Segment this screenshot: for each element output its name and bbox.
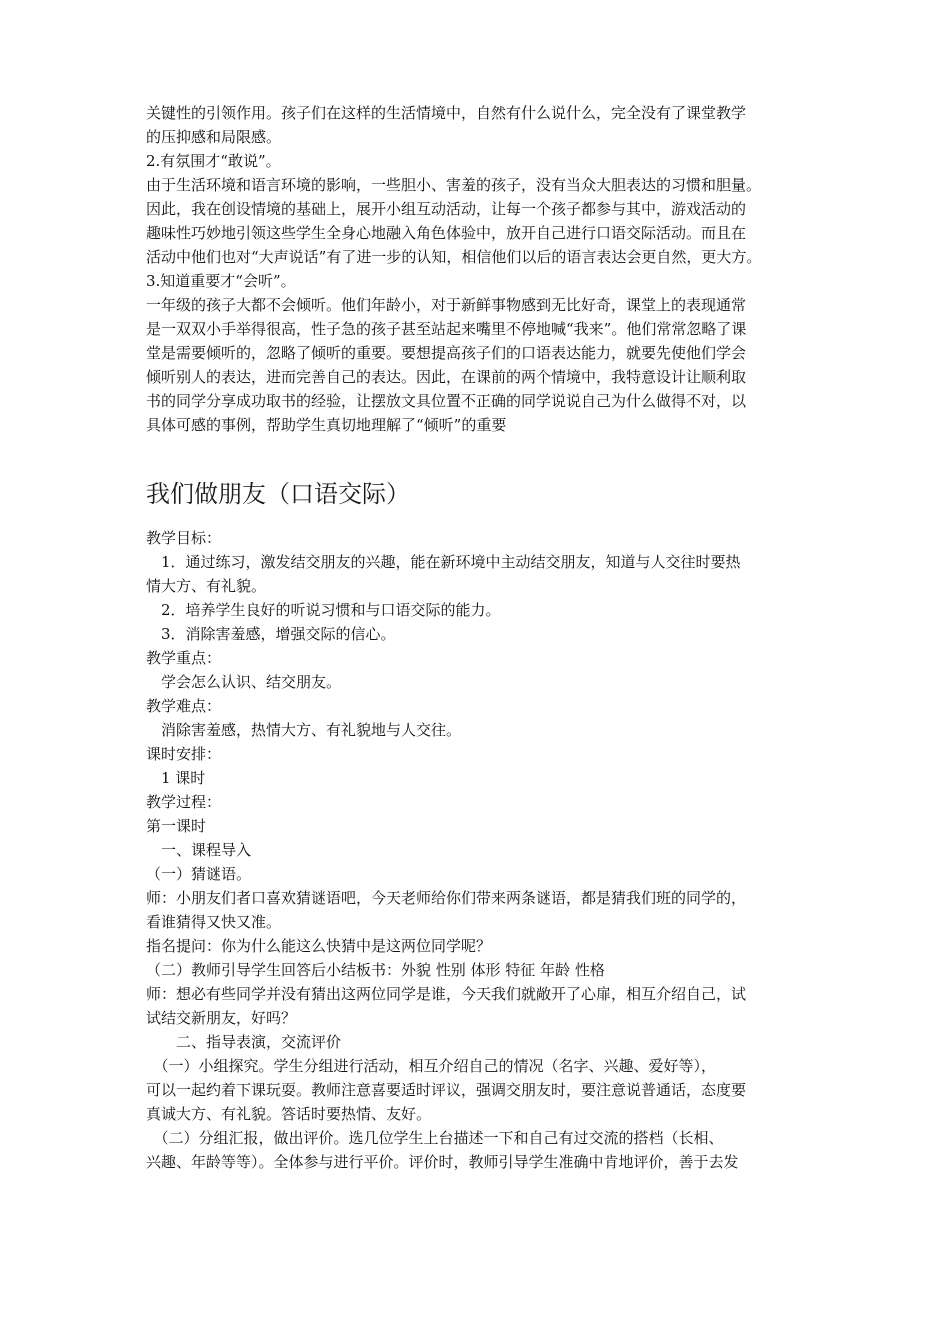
paragraph-line: 看谁猜得又快又准。 bbox=[146, 913, 282, 931]
subheading-line: 2.有氛围才“敢说”。 bbox=[146, 152, 281, 170]
section-heading: 课时安排： bbox=[146, 745, 222, 763]
paragraph-line: 师：想必有些同学并没有猜出这两位同学是谁，今天我们就敞开了心扉，相互介绍自己，试 bbox=[146, 985, 747, 1003]
section-heading: 教学重点： bbox=[146, 649, 222, 667]
paragraph-line: （一）猜谜语。 bbox=[146, 865, 252, 883]
paragraph-line: （一）小组探究。学生分组进行活动，相互介绍自己的情况（名字、兴趣、爱好等）， bbox=[146, 1057, 717, 1075]
paragraph-line: 一年级的孩子大都不会倾听。他们年龄小，对于新鲜事物感到无比好奇，课堂上的表现通常 bbox=[146, 296, 747, 314]
paragraph-line: 兴趣、年龄等等）。全体参与进行平价。评价时，教师引导学生准确中肯地评价，善于去发 bbox=[146, 1153, 739, 1171]
paragraph-line: 一、课程导入 bbox=[146, 841, 252, 859]
subheading-line: 3.知道重要才“会听”。 bbox=[146, 272, 296, 290]
paragraph-line: 师：小朋友们者口喜欢猜谜语吧，今天老师给你们带来两条谜语，都是猜我们班的同学的， bbox=[146, 889, 747, 907]
paragraph-line: 具体可感的事例，帮助学生真切地理解了“倾听”的重要 bbox=[146, 416, 507, 434]
paragraph-line: 情大方、有礼貌。 bbox=[146, 577, 267, 595]
paragraph-line: 倾听别人的表达，进而完善自己的表达。因此，在课前的两个情境中，我特意设计让顺利取 bbox=[146, 368, 747, 386]
paragraph-line: 堂是需要倾听的，忽略了倾听的重要。要想提高孩子们的口语表达能力，就要先使他们学会 bbox=[146, 344, 747, 362]
paragraph-line: 趣味性巧妙地引领这些学生全身心地融入角色体验中，放开自己进行口语交际活动。而且在 bbox=[146, 224, 747, 242]
paragraph-line: 关键性的引领作用。孩子们在这样的生活情境中，自然有什么说什么，完全没有了课堂教学 bbox=[146, 104, 747, 122]
paragraph-line: 是一双双小手举得很高，性子急的孩子甚至站起来嘴里不停地喊“我来”。他们常常忽略了课 bbox=[146, 320, 747, 338]
paragraph-line: 真诚大方、有礼貌。答话时要热情、友好。 bbox=[146, 1105, 432, 1123]
paragraph-line: 消除害羞感，热情大方、有礼貌地与人交往。 bbox=[146, 721, 462, 739]
lesson-title: 我们做朋友（口语交际） bbox=[146, 480, 410, 508]
paragraph-line: 的压抑感和局限感。 bbox=[146, 128, 282, 146]
paragraph-line: 1 课时 bbox=[146, 769, 206, 787]
paragraph-line: （二）教师引导学生回答后小结板书：外貌 性别 体形 特征 年龄 性格 bbox=[146, 961, 605, 979]
section-heading: 教学过程： bbox=[146, 793, 222, 811]
paragraph-line: 由于生活环境和语言环境的影响，一些胆小、害羞的孩子，没有当众大胆表达的习惯和胆量。 bbox=[146, 176, 762, 194]
paragraph-line: 二、指导表演，交流评价 bbox=[146, 1033, 342, 1051]
paragraph-line: 试结交新朋友，好吗？ bbox=[146, 1009, 297, 1027]
paragraph-line: 活动中他们也对“大声说话”有了进一步的认知，相信他们以后的语言表达会更自然，更大方。 bbox=[146, 248, 762, 266]
paragraph-line: 2．培养学生良好的听说习惯和与口语交际的能力。 bbox=[146, 601, 501, 619]
paragraph-line: 因此，我在创设情境的基础上，展开小组互动活动，让每一个孩子都参与其中，游戏活动的 bbox=[146, 200, 747, 218]
section-heading: 教学目标： bbox=[146, 529, 222, 547]
paragraph-line: （二）分组汇报，做出评价。选几位学生上台描述一下和自己有过交流的搭档（长相、 bbox=[146, 1129, 724, 1147]
section-heading: 第一课时 bbox=[146, 817, 207, 835]
paragraph-line: 书的同学分享成功取书的经验，让摆放文具位置不正确的同学说说自己为什么做得不对，以 bbox=[146, 392, 747, 410]
section-heading: 教学难点： bbox=[146, 697, 222, 715]
paragraph-line: 1．通过练习，激发结交朋友的兴趣，能在新环境中主动结交朋友，知道与人交往时要热 bbox=[146, 553, 741, 571]
paragraph-line: 指名提问：你为什么能这么快猜中是这两位同学呢？ bbox=[146, 937, 492, 955]
paragraph-line: 3．消除害羞感，增强交际的信心。 bbox=[146, 625, 396, 643]
paragraph-line: 可以一起约着下课玩耍。教师注意喜要适时评议，强调交朋友时，要注意说普通话，态度要 bbox=[146, 1081, 747, 1099]
paragraph-line: 学会怎么认识、结交朋友。 bbox=[146, 673, 342, 691]
